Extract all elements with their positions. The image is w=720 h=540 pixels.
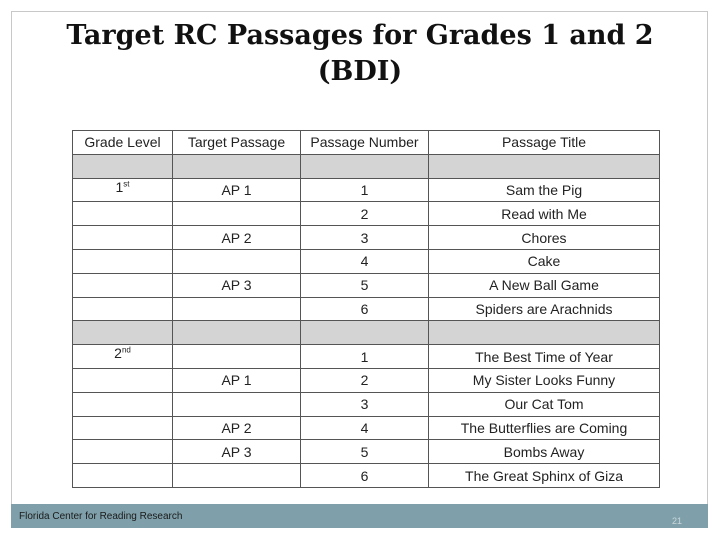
cell-passage-title: Chores — [429, 226, 660, 250]
cell-passage-title: A New Ball Game — [429, 273, 660, 297]
cell-grade-level — [73, 273, 173, 297]
cell-target-passage — [173, 202, 301, 226]
table-row — [73, 249, 660, 273]
header-passage-title: Passage Title — [429, 131, 660, 155]
table-row — [73, 345, 660, 369]
page-number: 21 — [672, 516, 683, 526]
cell-target-passage — [173, 392, 301, 416]
cell-passage-title — [429, 154, 660, 178]
cell-passage-number: 6 — [301, 464, 429, 488]
cell-passage-number — [301, 154, 429, 178]
cell-grade-level — [73, 440, 173, 464]
table-row — [73, 273, 660, 297]
table-row — [73, 392, 660, 416]
cell-passage-title: The Great Sphinx of Giza — [429, 464, 660, 488]
slide-title-line-1: Target RC Passages for Grades 1 and 2 — [66, 20, 654, 51]
cell-grade-level — [73, 226, 173, 250]
header-grade-level: Grade Level — [73, 131, 173, 155]
cell-grade-level — [73, 464, 173, 488]
cell-passage-title: Our Cat Tom — [429, 392, 660, 416]
cell-passage-title: The Butterflies are Coming — [429, 416, 660, 440]
cell-passage-title: Read with Me — [429, 202, 660, 226]
cell-passage-number: 5 — [301, 273, 429, 297]
cell-target-passage — [173, 321, 301, 345]
footer-org-name: Florida Center for Reading Research — [19, 511, 183, 522]
cell-target-passage: AP 3 — [173, 273, 301, 297]
cell-passage-title — [429, 321, 660, 345]
cell-target-passage: AP 1 — [173, 368, 301, 392]
cell-target-passage: AP 2 — [173, 416, 301, 440]
cell-target-passage: AP 3 — [173, 440, 301, 464]
grade-suffix: st — [123, 178, 130, 188]
cell-passage-title: Cake — [429, 249, 660, 273]
header-target-passage: Target Passage — [173, 131, 301, 155]
cell-target-passage: AP 1 — [173, 178, 301, 202]
grade-value: 2 — [114, 345, 122, 362]
cell-passage-title: The Best Time of Year — [429, 345, 660, 369]
cell-grade-level — [73, 297, 173, 321]
cell-grade-level — [73, 202, 173, 226]
cell-passage-number: 2 — [301, 202, 429, 226]
cell-grade-level — [73, 392, 173, 416]
table-row — [73, 226, 660, 250]
cell-grade-level — [73, 249, 173, 273]
header-passage-number: Passage Number — [301, 131, 429, 155]
table-row — [73, 178, 660, 202]
table-row — [73, 368, 660, 392]
cell-passage-number: 4 — [301, 416, 429, 440]
table-row — [73, 202, 660, 226]
cell-grade-level — [73, 345, 173, 369]
table-row — [73, 297, 660, 321]
cell-target-passage — [173, 154, 301, 178]
cell-passage-title: Bombs Away — [429, 440, 660, 464]
cell-target-passage — [173, 464, 301, 488]
table-row — [73, 416, 660, 440]
grade-suffix: nd — [121, 345, 131, 355]
table-row — [73, 440, 660, 464]
table-row — [73, 321, 660, 345]
slide-title — [0, 18, 720, 90]
cell-target-passage — [173, 345, 301, 369]
slide-title-line-2: (BDI) — [317, 56, 403, 87]
cell-grade-level — [73, 416, 173, 440]
cell-passage-number: 6 — [301, 297, 429, 321]
cell-passage-title: Spiders are Arachnids — [429, 297, 660, 321]
cell-passage-number: 2 — [301, 368, 429, 392]
table-row — [73, 154, 660, 178]
table-header-row — [73, 131, 660, 155]
cell-grade-level — [73, 368, 173, 392]
cell-passage-number — [301, 321, 429, 345]
cell-passage-number: 4 — [301, 249, 429, 273]
grade-value: 1 — [115, 178, 124, 195]
cell-passage-title: Sam the Pig — [429, 178, 660, 202]
table-body — [73, 154, 660, 487]
cell-grade-level — [73, 321, 173, 345]
cell-passage-number: 5 — [301, 440, 429, 464]
cell-passage-number: 3 — [301, 226, 429, 250]
cell-passage-title: My Sister Looks Funny — [429, 368, 660, 392]
cell-passage-number: 1 — [301, 178, 429, 202]
cell-target-passage — [173, 249, 301, 273]
cell-target-passage — [173, 297, 301, 321]
passages-table — [72, 130, 660, 488]
cell-target-passage: AP 2 — [173, 226, 301, 250]
cell-grade-level — [73, 154, 173, 178]
cell-passage-number: 1 — [301, 345, 429, 369]
cell-grade-level — [73, 178, 173, 202]
table-row — [73, 464, 660, 488]
cell-passage-number: 3 — [301, 392, 429, 416]
